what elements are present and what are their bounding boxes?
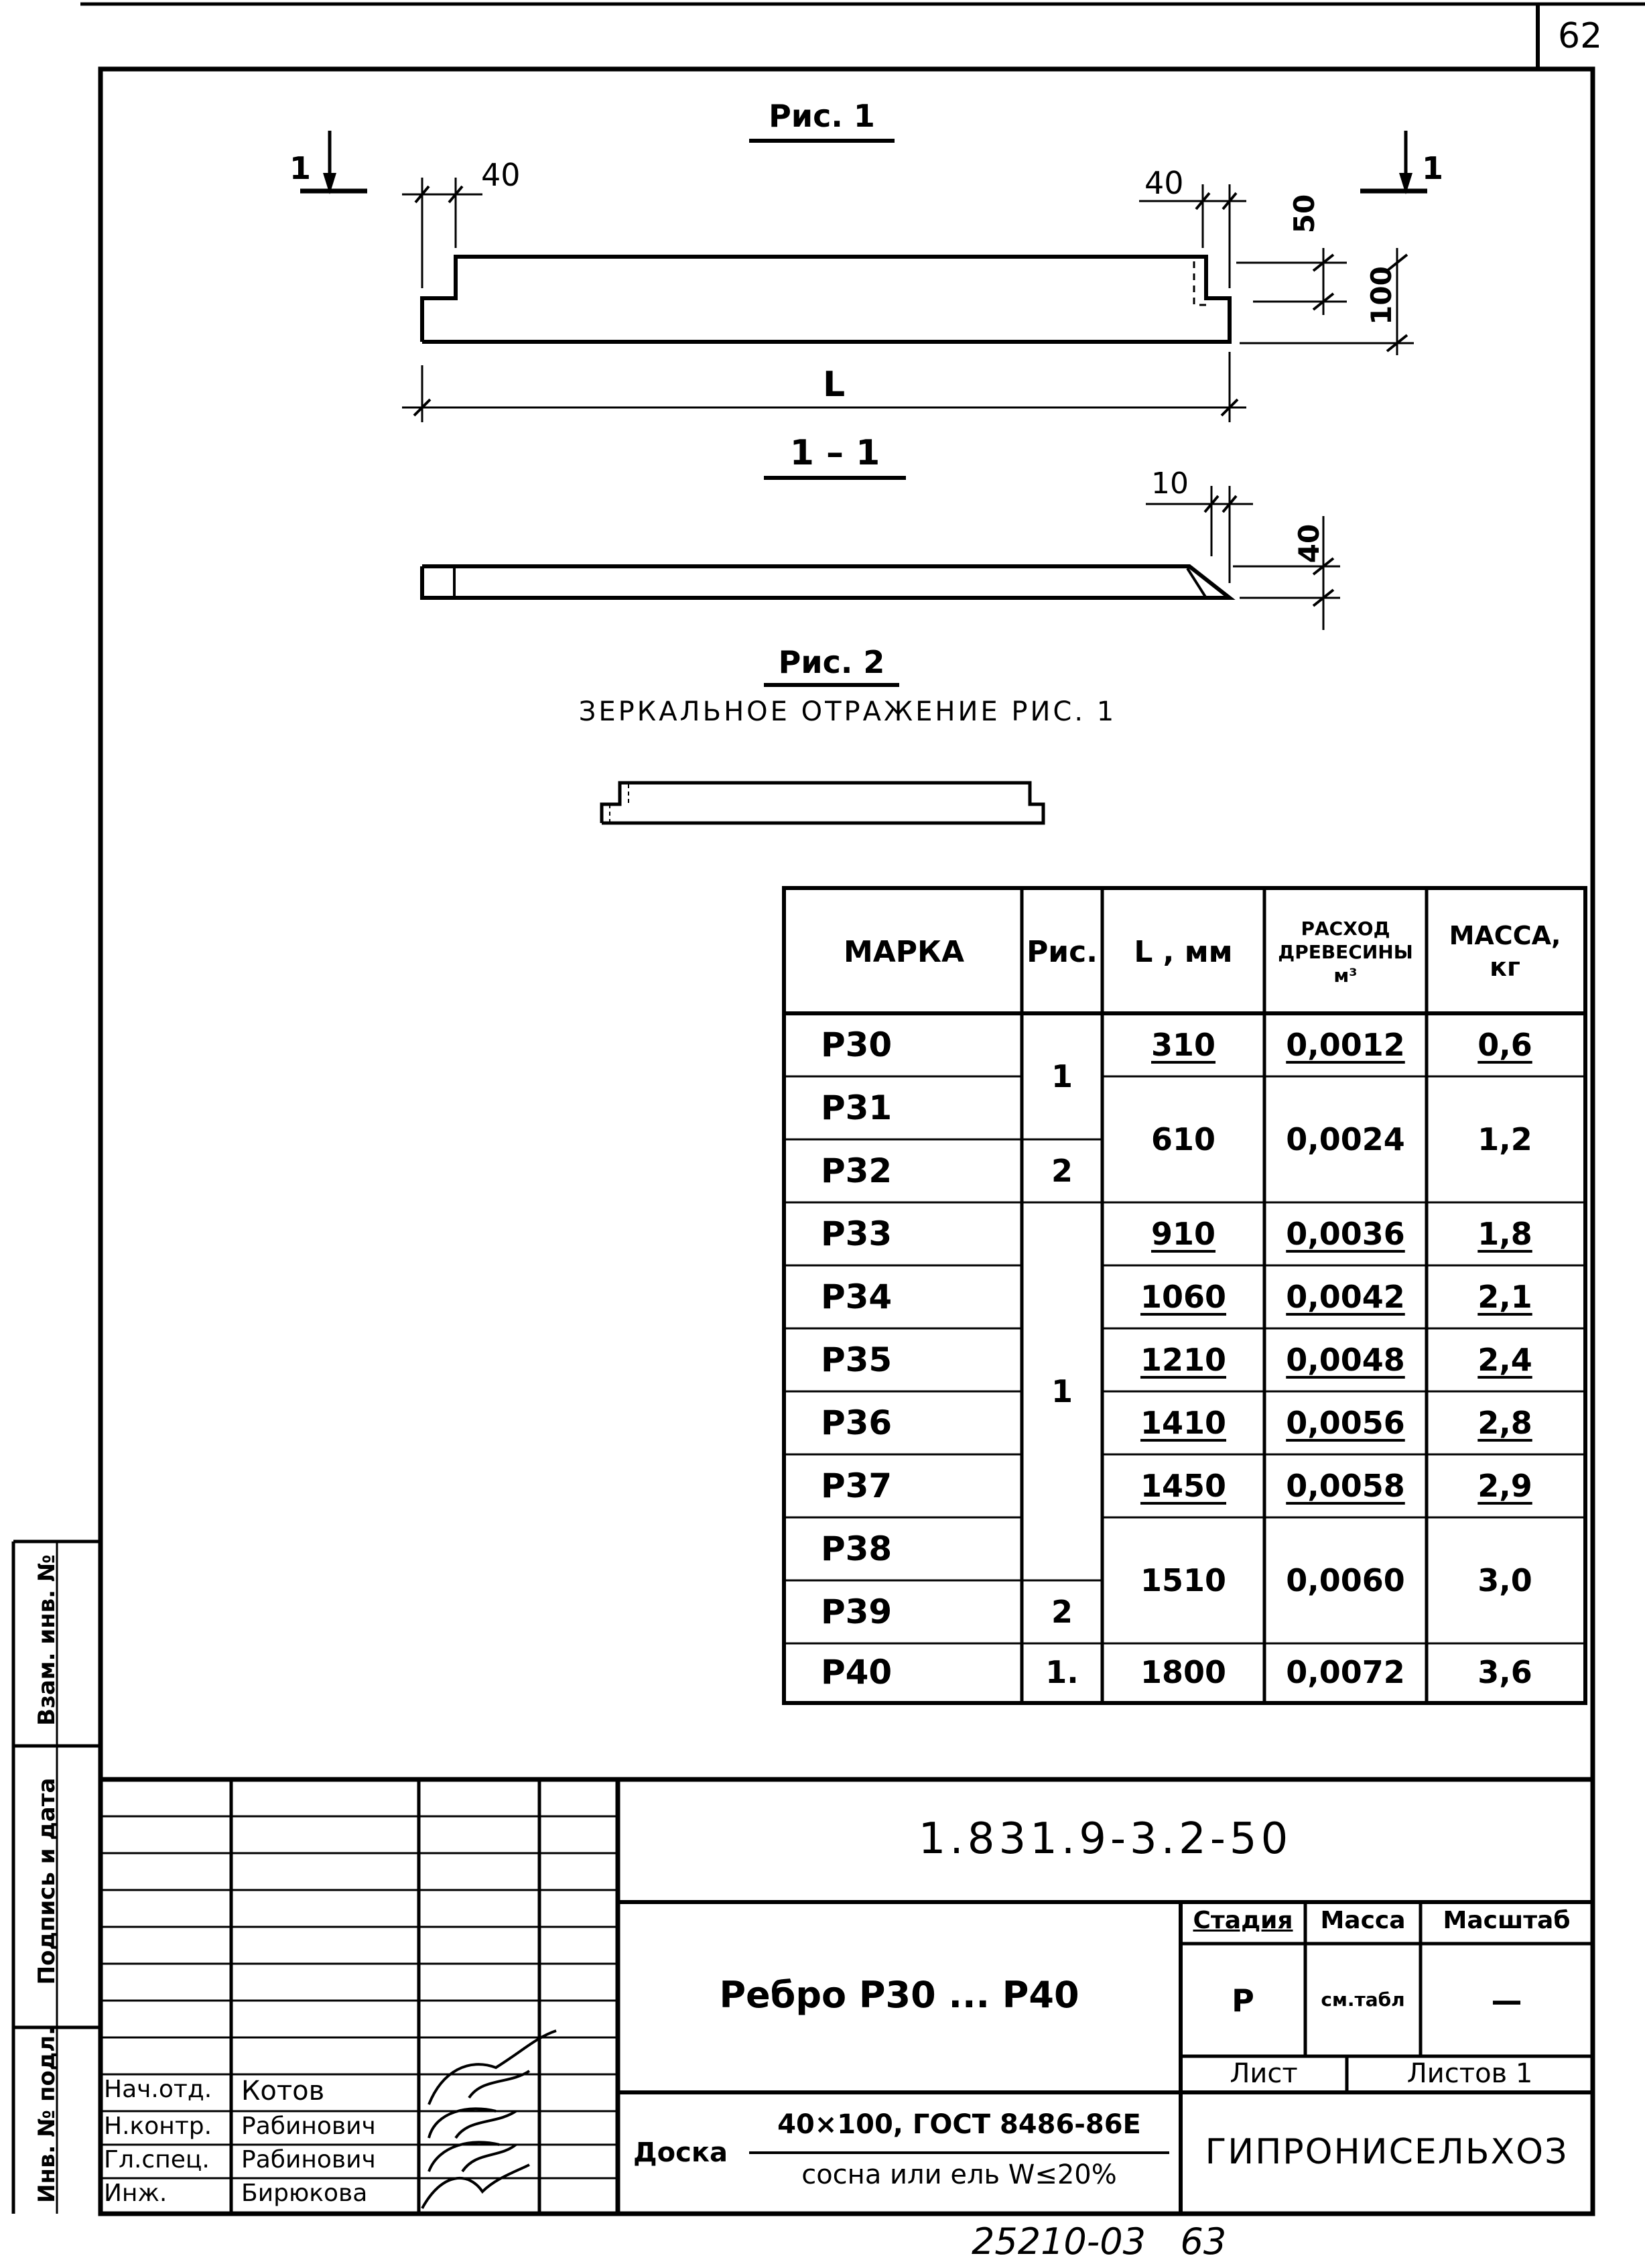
mass-value: см.табл — [1321, 1989, 1405, 2011]
header-wood-line1: РАСХОД — [1301, 917, 1390, 940]
table-row-mark: Р36 — [821, 1403, 893, 1442]
figure2-title: Рис. 2 — [778, 644, 885, 680]
table-cell-mass: 2,4 — [1477, 1342, 1532, 1378]
table-cell-wood: 0,0056 — [1286, 1405, 1405, 1441]
table-cell-mass: 1,8 — [1477, 1216, 1532, 1252]
mass-label: Масса — [1320, 1907, 1406, 1934]
table-cell-fig: 1. — [1045, 1654, 1079, 1690]
table-cell-wood: 0,0072 — [1286, 1654, 1405, 1690]
table-cell-mass: 1,2 — [1477, 1121, 1532, 1157]
table-cell-mass: 0,6 — [1477, 1027, 1532, 1063]
person-name: Рабинович — [241, 2146, 376, 2174]
header-length: L , мм — [1134, 934, 1233, 969]
table-row-mark: Р30 — [821, 1025, 893, 1064]
scale-label: Масштаб — [1443, 1907, 1571, 1934]
dim-height-100: 100 — [1364, 266, 1398, 325]
table-cell-wood: 0,0024 — [1286, 1121, 1405, 1157]
header-wood — [1264, 890, 1427, 1013]
table-row-mark: Р37 — [821, 1466, 893, 1505]
table-cell-length: 610 — [1150, 1121, 1216, 1157]
header-wood-line3: м³ — [1333, 964, 1358, 987]
header-mark: МАРКА — [843, 934, 965, 969]
dim-bevel-10: 10 — [1151, 466, 1189, 501]
section-title: 1 – 1 — [789, 433, 880, 473]
material-label: Доска — [633, 2137, 728, 2168]
dim-length-L: L — [823, 365, 846, 405]
figure1-drawing — [300, 131, 1427, 478]
table-cell-length: 1060 — [1140, 1279, 1227, 1315]
table-cell-length: 1410 — [1140, 1405, 1227, 1441]
person-name: Рабинович — [241, 2113, 376, 2140]
table-cell-wood: 0,0060 — [1286, 1562, 1405, 1598]
table-cell-fig: 1 — [1051, 1058, 1073, 1094]
role-label: Н.контр. — [104, 2113, 212, 2140]
table-row-mark: Р34 — [821, 1277, 893, 1316]
table-cell-wood: 0,0058 — [1286, 1468, 1405, 1504]
table-cell-wood: 0,0012 — [1286, 1027, 1405, 1063]
inventory-number-label: Инв. № подл. — [34, 2026, 60, 2203]
replace-inventory-label: Взам. инв. № — [34, 1554, 60, 1726]
section-mark-right: 1 — [1422, 150, 1444, 186]
table-cell-wood: 0,0048 — [1286, 1342, 1405, 1378]
sheet-number: 62 — [1558, 16, 1603, 56]
section-drawing — [422, 486, 1340, 630]
sheet-label: Лист — [1230, 2058, 1298, 2089]
dim-step-50: 50 — [1288, 194, 1321, 234]
table-row-mark: Р31 — [821, 1088, 893, 1127]
table-cell-wood: 0,0042 — [1286, 1279, 1405, 1315]
document-designation: 1.831.9-3.2-50 — [918, 1814, 1293, 1864]
dim-thickness-40: 40 — [1293, 523, 1326, 564]
spec-table — [782, 886, 1587, 1705]
table-cell-length: 1210 — [1140, 1342, 1227, 1378]
table-cell-mass: 2,1 — [1477, 1279, 1532, 1315]
header-wood-line2: ДРЕВЕСИНЫ — [1278, 940, 1413, 963]
header-mass — [1427, 890, 1583, 1013]
table-cell-fig: 1 — [1051, 1373, 1073, 1409]
dim-right-40: 40 — [1144, 165, 1184, 201]
table-row-mark: Р35 — [821, 1340, 893, 1379]
table-cell-length: 910 — [1150, 1216, 1216, 1252]
table-row-mark: Р32 — [821, 1151, 893, 1190]
table-row-mark: Р40 — [821, 1653, 893, 1692]
role-label: Гл.спец. — [104, 2146, 210, 2174]
table-cell-length: 1450 — [1140, 1468, 1227, 1504]
organization-name: ГИПРОНИСЕЛЬХОЗ — [1205, 2132, 1569, 2172]
dim-left-40: 40 — [481, 157, 521, 193]
header-mass-line1: МАССА, — [1449, 920, 1561, 950]
stage-value: Р — [1232, 1982, 1254, 2019]
person-name: Котов — [241, 2076, 325, 2106]
figure2-caption: ЗЕРКАЛЬНОЕ ОТРАЖЕНИЕ РИС. 1 — [578, 696, 1117, 727]
material-species: сосна или ель W≤20% — [801, 2159, 1117, 2190]
table-cell-mass: 2,8 — [1477, 1405, 1532, 1441]
figure1-title: Рис. 1 — [769, 98, 875, 134]
table-row-mark: Р39 — [821, 1592, 893, 1631]
person-name: Бирюкова — [241, 2180, 368, 2207]
table-cell-length: 1510 — [1140, 1562, 1227, 1598]
section-mark-left: 1 — [289, 150, 312, 186]
bottom-note: 25210-03 63 — [972, 2220, 1227, 2263]
table-row-mark: Р33 — [821, 1214, 893, 1253]
table-cell-length: 310 — [1150, 1027, 1216, 1063]
signature-date-label: Подпись и дата — [34, 1777, 60, 1985]
table-cell-wood: 0,0036 — [1286, 1216, 1405, 1252]
table-cell-mass: 3,6 — [1477, 1654, 1532, 1690]
table-cell-mass: 3,0 — [1477, 1562, 1532, 1598]
header-fig: Рис. — [1027, 934, 1098, 969]
scale-value: — — [1491, 1982, 1522, 2019]
header-mass-line2: кг — [1490, 952, 1520, 982]
table-cell-length: 1800 — [1140, 1654, 1227, 1690]
table-cell-mass: 2,9 — [1477, 1468, 1532, 1504]
role-label: Инж. — [104, 2180, 168, 2207]
table-cell-fig: 2 — [1051, 1594, 1073, 1630]
stage-label: Стадия — [1193, 1907, 1293, 1934]
signatures-drawing — [422, 2031, 556, 2208]
sheets-label: Листов 1 — [1406, 2058, 1533, 2089]
table-row-mark: Р38 — [821, 1529, 893, 1568]
role-label: Нач.отд. — [104, 2076, 212, 2103]
drawing-title: Ребро Р30 ... Р40 — [719, 1974, 1079, 2016]
material-size: 40×100, ГОСТ 8486-86Е — [777, 2109, 1141, 2140]
table-cell-fig: 2 — [1051, 1153, 1073, 1189]
